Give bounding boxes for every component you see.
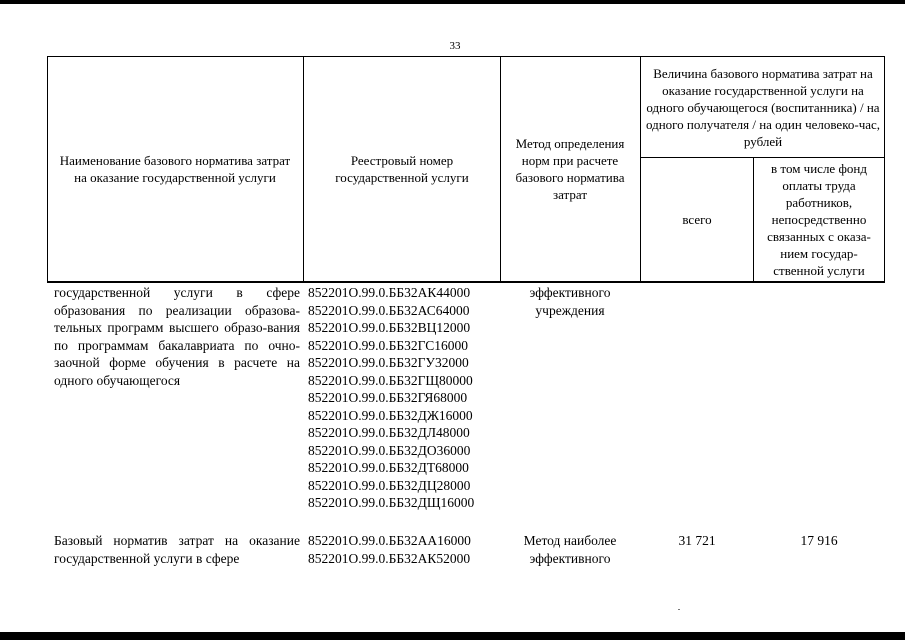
table-grid-line bbox=[500, 56, 501, 283]
scan-speck bbox=[678, 609, 680, 610]
page-number: 33 bbox=[449, 40, 461, 52]
row-2-registry-codes: 852201О.99.0.ББ32АА16000 852201О.99.0.ББ32АК52000 bbox=[308, 533, 471, 566]
table-grid-line bbox=[884, 56, 885, 283]
table-grid-line bbox=[47, 281, 885, 283]
table-grid-line bbox=[303, 56, 304, 283]
table-grid-line bbox=[753, 157, 754, 283]
table-grid-line bbox=[47, 56, 48, 283]
header-payroll-cell: в том числе фонд оплаты труда работников, непосредственно связанных с оказа-нием государ-ственной услуги bbox=[767, 161, 871, 278]
header-total-cell: всего bbox=[682, 212, 712, 227]
row-1-registry-codes: 852201О.99.0.ББ32АК44000 852201О.99.0.ББ32АС64000 852201О.99.0.ББ32ВЦ12000 852201О.99.0.ББ32ГС16000 852201О.99.0.ББ32ГУ32000 852201О.99.0.ББ32ГЩ80000 852201О.99.0.ББ32ГЯ68000 852201О.99.0.ББ32ДЖ16000 852201О.99.0.ББ32ДЛ48000 852201О.99.0.ББ32ДО36000 852201О.99.0.ББ32ДТ68000 852201О.99.0.ББ32ДЦ28000 852201О.99.0.ББ32ДЩ16000 bbox=[308, 285, 475, 510]
row-2-service-name: Базовый норматив затрат на оказание государственной услуги в сфере bbox=[54, 533, 300, 566]
header-method-cell: Метод определения норм при расчете базового норматива затрат bbox=[515, 136, 625, 202]
row-2-total-value: 31 721 bbox=[678, 533, 716, 548]
header-value-group-cell: Величина базового норматива затрат на оказание государственной услуги на одного обучающегося (воспитанника) / на одного получателя / на один человеко-час, рублей bbox=[645, 65, 881, 149]
scan-bottom-edge bbox=[0, 632, 905, 640]
row-2-payroll-value: 17 916 bbox=[800, 533, 838, 548]
header-registry-cell: Реестровый номер государственной услуги bbox=[335, 153, 469, 185]
table-grid-line bbox=[640, 56, 641, 283]
row-1-service-name: государственной услуги в сфере образования по реализации образова-тельных программ высшего образо-вания по программам бакалавриата по очно-заочной форме обучения в расчете на одного обучающегося bbox=[54, 285, 300, 388]
row-2-method: Метод наиболее эффективного bbox=[523, 533, 617, 566]
row-1-method: эффективного учреждения bbox=[529, 285, 611, 318]
scan-top-edge bbox=[0, 0, 905, 4]
header-name-cell: Наименование базового норматива затрат на оказание государственной услуги bbox=[59, 153, 291, 185]
